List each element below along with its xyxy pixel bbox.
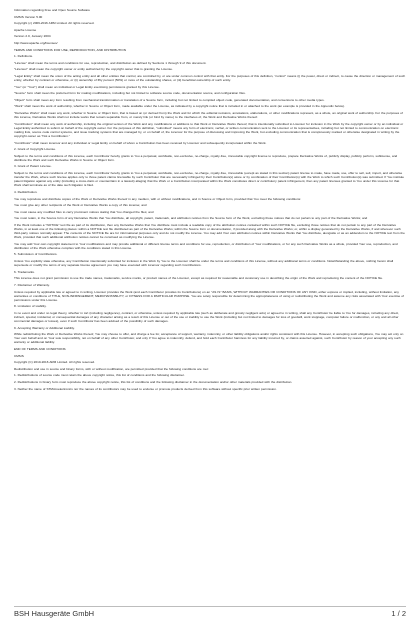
paragraph: 3. Grant of Patent License. [14,164,52,169]
paragraph: http://www.apache.org/licenses/ [14,40,58,45]
paragraph: "Licensor" shall mean the copyright owner or entity authorized by the copyright owner that is granting the License. [14,67,173,72]
paragraph: 8. Limitation of Liability. [14,304,47,309]
paragraph: You must give any other recipients of the Work or Derivative Works a copy of this License; and [14,203,147,208]
paragraph: 7. Disclaimer of Warranty. [14,282,50,287]
paragraph: 1. Redistributions of source code must retain the above copyright notice, this list of conditions and the following disclaimer. [14,373,185,378]
paragraph: "Derivative Works" shall mean any work, whether in Source or Object form, that is based on (or derived from) the Work and for which the editorial revisions, annotations, elaborations, or other modifications represent, as a whole, an original work of authorship. For the purposes of this License, Derivative Works shall not include works that remain separable from, or merely link (or bind by name) to the interfaces of, the Work and Derivative Works thereof. [14,111,403,120]
paragraph: Redistribution and use in source and binary forms, with or without modification, are permitted provided that the following conditions are met: [14,366,209,371]
paragraph: Subject to the terms and conditions of this License, each Contributor hereby grants to You a perpetual, worldwide, non-exclusive, no-charge, royalty-free, irrevocable (except as stated in this section) patent license to make, have made, use, offer to sell, sell, import, and otherwise transfer the Work, where such license applies only to those patent claims licensable by such Contributor that are necessarily infringed by their Contribution(s) alone or by combination of their Contribution(s) with the Work to which such Contribution(s) was submitted. If You institute patent litigation against any entity (including a cross-claim or counterclaim in a lawsuit) alleging that the Work or a Contribution incorporated within the Work constitutes direct or contributory patent infringement, then any patent licenses granted to You under this License for that Work shall terminate as of the date such litigation is filed. [14,171,405,188]
paragraph: CMSIS [14,353,24,358]
paragraph: "Source" form shall mean the preferred form for making modifications, including but not limited to software source code, documentation source, and configuration files. [14,91,246,96]
footer-company: BSH Hausgeräte GmbH [14,608,95,618]
paragraph: CMSIS Version 5.00 [14,14,43,19]
paragraph: 2. Redistributions in binary form must reproduce the above copyright notice, this list of conditions and the following disclaimer in the documentation and/or other materials provided with the distribution. [14,380,293,384]
page-footer [14,606,406,619]
paragraph: Unless required by applicable law or agreed to in writing, Licensor provides the Work (and each Contributor provides its Contributions) on an "AS IS" BASIS, WITHOUT WARRANTIES OR CONDITIONS OF ANY KIND, either express or implied, including, without limitation, any warranties or conditions of TITLE, NON-INFRINGEMENT, MERCHANTABILITY, or FITNESS FOR A PARTICULAR PURPOSE. You are solely responsible for determining the appropriateness of using or redistributing the Work and assume any risks associated with Your exercise of permissions under this License. [14,289,404,302]
paragraph: Version 2.0, January 2004 [14,34,51,39]
paragraph: Copyright (c) 2009-2016 ARM Limited. All rights reserved. [14,21,95,26]
paragraph: You must cause any modified files to carry prominent notices stating that You changed the files; and [14,209,154,214]
page-number: 1 / 2 [391,608,406,618]
paragraph: 1. Definitions. [14,54,33,59]
paragraph: Apache License [14,27,37,32]
paragraph: This License does not grant permission to use the trade names, trademarks, service marks, or product names of the Licensor, except as required for reasonable and customary use in describing the origin of the Work and reproducing the content of the NOTICE file. [14,276,383,281]
paragraph: Unless You explicitly state otherwise, any Contribution intentionally submitted for inclusion in the Work by You to the Licensor shall be under the terms and conditions of this License, without any additional terms or conditions. Notwithstanding the above, nothing herein shall supersede or modify the terms of any separate license agreement you may have executed with Licensor regarding such Contributions. [14,259,394,268]
license-text-body [14,8,406,593]
paragraph: TERMS AND CONDITIONS FOR USE, REPRODUCTION, AND DISTRIBUTION [14,47,126,52]
paragraph: 5. Submission of Contributions. [14,252,58,257]
paragraph: You may add Your own copyright statement to Your modifications and may provide additional or different license terms and conditions for use, reproduction, or distribution of Your modifications, or for any such Derivative Works as a whole, provided Your use, reproduction, and distribution of the Work otherwise complies with the conditions stated in this License. [14,241,398,250]
paragraph: "Contribution" shall mean any work of authorship, including the original version of the Work and any modifications or additions to that Work or Derivative Works thereof, that is intentionally submitted to Licensor for inclusion in the Work by the copyright owner or by an individual or Legal Entity authorized to submit on behalf of the copyright owner. For the purposes of this definition, "submitted" means any form of electronic, verbal, or written communication sent to the Licensor or its representatives, including but not limited to communication on electronic mailing lists, source code control systems, and issue tracking systems that are managed by, or on behalf of, the Licensor for the purpose of discussing and improving the Work, but excluding communication that is conspicuously marked or otherwise designated in writing by the copyright owner as "Not a Contribution." [14,121,404,138]
paragraph: While redistributing the Work or Derivative Works thereof, You may choose to offer, and charge a fee for, acceptance of support, warranty, indemnity, or other liability obligations and/or rights consistent with this License. However, in accepting such obligations, You may act only on Your own behalf and on Your sole responsibility, not on behalf of any other Contributor, and only if You agree to indemnify, defend, and hold each Contributor harmless for any liability incurred by, or claims asserted against, such Contributor by reason of your accepting any such warranty or additional liability. [14,332,404,345]
paragraph: Copyright (C) 2010-2016 ARM Limited. All rights reserved. [14,360,96,365]
paragraph: "License" shall mean the terms and conditions for use, reproduction, and distribution as defined by Sections 1 through 9 of this document. [14,60,207,65]
paragraph: "Contributor" shall mean Licensor and any individual or Legal Entity on behalf of whom a Contribution has been received by Licensor and subsequently incorporated within the Work. [14,140,267,145]
paragraph: 2. Grant of Copyright License. [14,147,56,152]
paragraph: Information regarding Free and Open Source Software [14,8,91,12]
paragraph: If the Work includes a "NOTICE" text file as part of its distribution, then any Derivative Works that You distribute must include a readable copy of the attribution notices contained within such NOTICE file, excluding those notices that do not pertain to any part of the Derivative Works, in at least one of the following places: within a NOTICE text file distributed as part of the Derivative Works; within the Source form or documentation, if provided along with the Derivative Works; or, within a display generated by the Derivative Works, if and wherever such third-party notices normally appear. The contents of the NOTICE file are for informational purposes only and do not modify the License. You may add Your own attribution notices within Derivative Works that You distribute, alongside or as an addendum to the NOTICE text from the Work, provided that such additional attribution notices cannot be construed as modifying the License. [14,222,405,240]
paragraph: 9. Accepting Warranty or Additional Liability. [14,325,75,330]
paragraph: You must retain, in the Source form of any Derivative Works that You distribute, all copyright, patent, trademark, and attribution notices from the Source form of the Work, excluding those notices that do not pertain to any part of the Derivative Works; and [14,216,368,221]
paragraph: "Object" form shall mean any form resulting from mechanical transformation or translation of a Source form, including but not limited to compiled object code, generated documentation, and conversions to other media types. [14,97,325,102]
paragraph: 3. Neither the name of STMicroelectronics nor the names of its contributors may be used to endorse or promote products derived from this software without specific prior written permission. [14,386,277,391]
paragraph: END OF TERMS AND CONDITIONS [14,347,66,352]
paragraph: "Work" shall mean the work of authorship, whether in Source or Object form, made available under the License, as indicated by a copyright notice that is included in or attached to the work (an example is provided in the Appendix below). [14,104,345,109]
paragraph: "You" (or "Your") shall mean an individual or Legal Entity exercising permissions granted by this License. [14,84,160,89]
paragraph: 4. Redistribution. [14,189,38,194]
paragraph: You may reproduce and distribute copies of the Work or Derivative Works thereof in any medium, with or without modifications, and in Source or Object form, provided that You meet the following conditions: [14,196,301,201]
paragraph: In no event and under no legal theory, whether in tort (including negligence), contract, or otherwise, unless required by applicable law (such as deliberate and grossly negligent acts) or agreed to in writing, shall any Contributor be liable to You for damages, including any direct, indirect, special, incidental, or consequential damages of any character arising as a result of this License or out of the use or inability to use the Work (including but not limited to damages for loss of goodwill, work stoppage, computer failure or malfunction, or any and all other commercial damages or losses), even if such Contributor has been advised of the possibility of such damages. [14,310,400,324]
paragraph: 6. Trademarks. [14,269,35,274]
paragraph: "Legal Entity" shall mean the union of the acting entity and all other entities that control, are controlled by, or are under common control with that entity. For the purposes of this definition, "control" means (i) the power, direct or indirect, to cause the direction or management of such entity, whether by contract or otherwise, or (ii) ownership of fifty percent (50%) or more of the outstanding shares, or (iii) beneficial ownership of such entity. [14,73,406,83]
paragraph: Subject to the terms and conditions of this License, each Contributor hereby grants to You a perpetual, worldwide, non-exclusive, no-charge, royalty-free, irrevocable copyright license to reproduce, prepare Derivative Works of, publicly display, publicly perform, sublicense, and distribute the Work and such Derivative Works in Source or Object form. [14,153,398,162]
